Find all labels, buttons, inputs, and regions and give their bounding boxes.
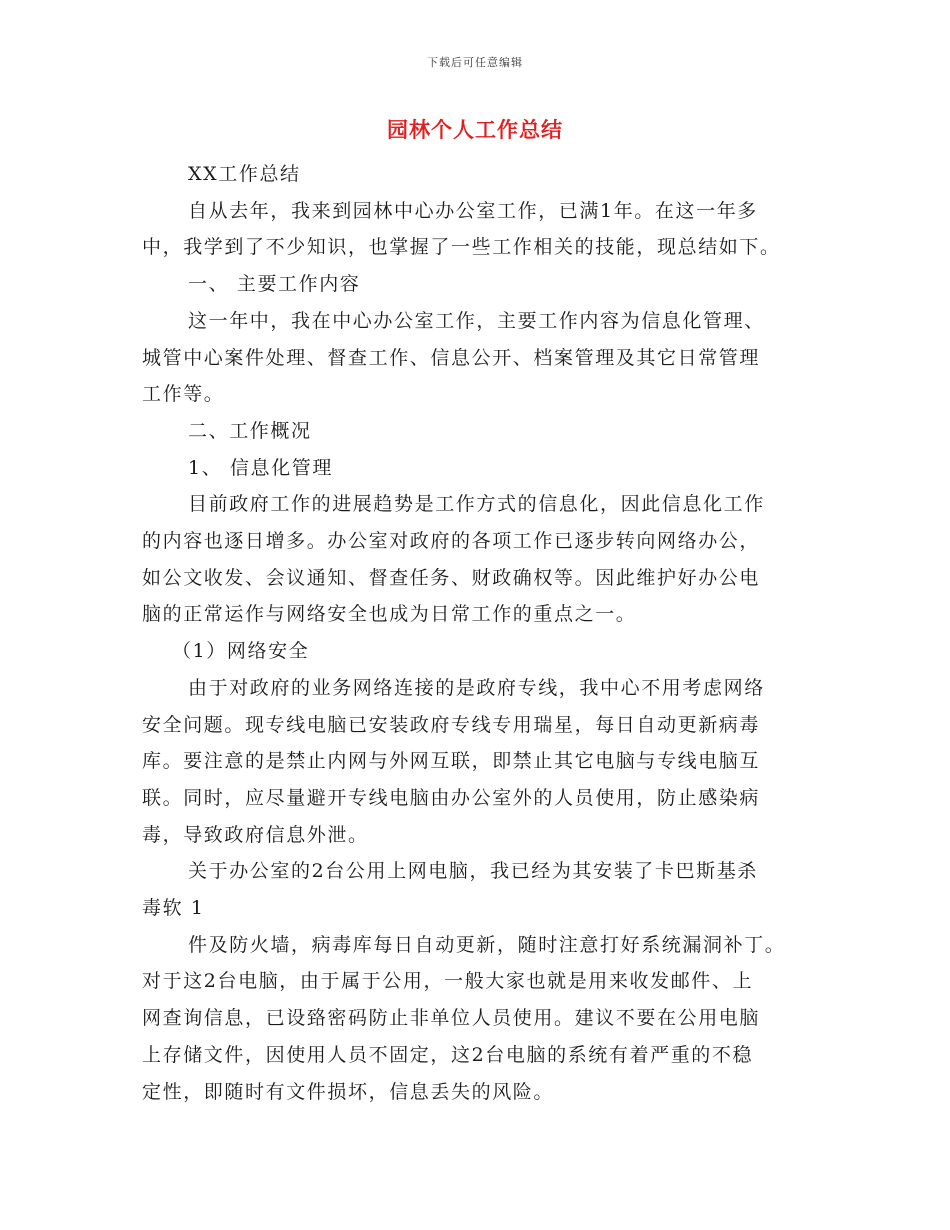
document-title: 园林个人工作总结 bbox=[387, 117, 563, 142]
paragraph-line: 安全问题。现专线电脑已安装政府专线专用瑞星，每日自动更新病毒 bbox=[142, 713, 761, 736]
section-heading: XX工作总结 bbox=[188, 163, 301, 185]
document-body bbox=[142, 156, 812, 1110]
subsection-heading: 1、 信息化管理 bbox=[188, 456, 333, 479]
paragraph-line: 关于办公室的2台公用上网电脑，我已经为其安装了卡巴斯基杀 bbox=[188, 860, 758, 883]
paragraph-line: 脑的正常运作与网络安全也成为日常工作的重点之一。 bbox=[142, 603, 637, 626]
subsection-heading: （1）网络安全 bbox=[172, 640, 310, 663]
paragraph-line: 自从去年，我来到园林中心办公室工作，已满1年。在这一年多 bbox=[188, 199, 758, 222]
paragraph-line: 库。要注意的是禁止内网与外网互联，即禁止其它电脑与专线电脑互 bbox=[142, 750, 761, 773]
section-heading: 一、 主要工作内容 bbox=[188, 273, 361, 296]
paragraph-line: 由于对政府的业务网络连接的是政府专线，我中心不用考虑网络 bbox=[188, 676, 765, 699]
paragraph-line: 毒软 1 bbox=[142, 897, 205, 920]
paragraph-line: 中，我学到了不少知识，也掌握了一些工作相关的技能，现总结如下。 bbox=[142, 236, 781, 259]
paragraph-line: 网查询信息，已设臵密码防止非单位人员使用。建议不要在公用电脑 bbox=[142, 1007, 761, 1030]
paragraph-line: 对于这2台电脑，由于属于公用，一般大家也就是用来收发邮件、上 bbox=[142, 970, 754, 993]
paragraph-line: 如公文收发、会议通知、督查任务、财政确权等。因此维护好办公电 bbox=[142, 566, 761, 589]
header-note: 下载后可任意编辑 bbox=[427, 56, 523, 69]
paragraph-line: 毒，导致政府信息外泄。 bbox=[142, 823, 369, 846]
section-heading: 二、工作概况 bbox=[188, 419, 312, 442]
paragraph-line: 定性，即随时有文件损坏，信息丢失的风险。 bbox=[142, 1080, 555, 1103]
paragraph-line: 件及防火墙，病毒库每日自动更新，随时注意打好系统漏洞补丁。 bbox=[188, 933, 786, 956]
paragraph-line: 城管中心案件处理、督查工作、信息公开、档案管理及其它日常管理 bbox=[142, 346, 761, 369]
paragraph-line: 这一年中，我在中心办公室工作，主要工作内容为信息化管理、 bbox=[188, 309, 765, 332]
paragraph-line: 的内容也逐日增多。办公室对政府的各项工作已逐步转向网络办公， bbox=[142, 530, 761, 553]
paragraph-line: 工作等。 bbox=[142, 383, 225, 406]
paragraph-line: 联。同时，应尽量避开专线电脑由办公室外的人员使用，防止感染病 bbox=[142, 786, 761, 809]
paragraph-line: 上存储文件，因使用人员不固定，这2台电脑的系统有着严重的不稳 bbox=[142, 1043, 754, 1066]
paragraph-line: 目前政府工作的进展趋势是工作方式的信息化，因此信息化工作 bbox=[188, 493, 765, 516]
